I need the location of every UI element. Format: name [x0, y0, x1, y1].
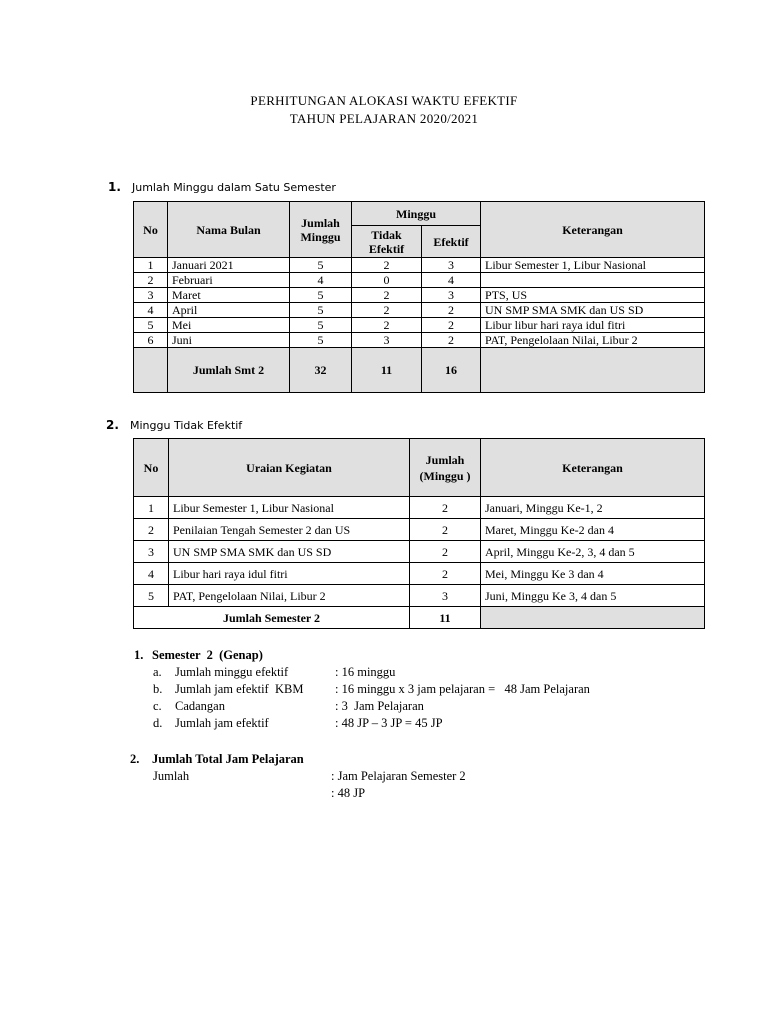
cell-efektif: 2 — [422, 333, 481, 348]
cell-bulan: Februari — [168, 273, 290, 288]
cell-keterangan: April, Minggu Ke-2, 3, 4 dan 5 — [481, 541, 705, 563]
item-value: : 3 Jam Pelajaran — [335, 699, 424, 713]
cell-uraian: Libur Semester 1, Libur Nasional — [169, 497, 410, 519]
section2-number: 2. — [106, 418, 119, 432]
cell-keterangan: Januari, Minggu Ke-1, 2 — [481, 497, 705, 519]
list-item — [153, 715, 443, 732]
cell-efektif: 4 — [422, 273, 481, 288]
cell-jumlah: 2 — [410, 563, 481, 585]
table-minggu-tidak-efektif — [133, 438, 705, 629]
table-row — [134, 333, 705, 348]
cell-tidak-efektif: 0 — [352, 273, 422, 288]
cell-no: 6 — [134, 333, 168, 348]
header-efektif: Efektif — [422, 226, 481, 258]
semester-number: 1. — [134, 648, 144, 662]
cell-keterangan: Maret, Minggu Ke-2 dan 4 — [481, 519, 705, 541]
item-label: Cadangan — [175, 699, 225, 713]
cell-no: 3 — [134, 541, 169, 563]
item-label: Jumlah jam efektif — [175, 716, 269, 730]
cell-jumlah: 3 — [410, 585, 481, 607]
table-row — [134, 497, 705, 519]
cell-jumlah: 2 — [410, 541, 481, 563]
cell-bulan: Mei — [168, 318, 290, 333]
cell-tidak-efektif: 3 — [352, 333, 422, 348]
item-letter: a. — [153, 665, 162, 679]
header-nama-bulan: Nama Bulan — [168, 202, 290, 258]
header-jumlah: Jumlah (Minggu ) — [410, 439, 481, 497]
total-jam-title: Jumlah Total Jam Pelajaran — [152, 752, 304, 766]
cell-jumlah: 4 — [290, 273, 352, 288]
section2-heading — [106, 418, 242, 432]
total-jumlah: 32 — [290, 348, 352, 393]
cell-keterangan — [481, 273, 705, 288]
section1-number: 1. — [108, 180, 121, 194]
cell-bulan: April — [168, 303, 290, 318]
header-minggu: Minggu — [352, 202, 481, 226]
item-value: : 48 JP – 3 JP = 45 JP — [335, 716, 443, 730]
header-no: No — [134, 439, 169, 497]
table-row — [134, 541, 705, 563]
cell-no: 2 — [134, 273, 168, 288]
cell-no: 5 — [134, 585, 169, 607]
cell-no: 4 — [134, 563, 169, 585]
cell-keterangan: PAT, Pengelolaan Nilai, Libur 2 — [481, 333, 705, 348]
table-row — [134, 563, 705, 585]
cell-empty — [481, 607, 705, 629]
header-jumlah-minggu: Jumlah Minggu — [290, 202, 352, 258]
total-jam-heading — [130, 751, 304, 768]
document-title: PERHITUNGAN ALOKASI WAKTU EFEKTIF — [250, 93, 518, 108]
cell-bulan: Januari 2021 — [168, 258, 290, 273]
cell-uraian: PAT, Pengelolaan Nilai, Libur 2 — [169, 585, 410, 607]
cell-uraian: Libur hari raya idul fitri — [169, 563, 410, 585]
cell-no: 4 — [134, 303, 168, 318]
cell-efektif: 2 — [422, 303, 481, 318]
table-total-row — [134, 607, 705, 629]
list-item — [153, 664, 395, 681]
cell-tidak-efektif: 2 — [352, 303, 422, 318]
cell-no: 3 — [134, 288, 168, 303]
item-label: Jumlah jam efektif KBM — [175, 682, 304, 696]
total-jam-row — [153, 768, 466, 785]
cell-empty — [134, 348, 168, 393]
header-keterangan: Keterangan — [481, 202, 705, 258]
table-row — [134, 318, 705, 333]
cell-jumlah: 5 — [290, 303, 352, 318]
cell-keterangan: UN SMP SMA SMK dan US SD — [481, 303, 705, 318]
total-jam-number: 2. — [130, 752, 140, 766]
cell-jumlah: 5 — [290, 258, 352, 273]
table-row — [134, 258, 705, 273]
cell-tidak-efektif: 2 — [352, 318, 422, 333]
total-jumlah: 11 — [410, 607, 481, 629]
item-value: : 16 minggu — [335, 665, 396, 679]
table-row — [134, 585, 705, 607]
header-keterangan: Keterangan — [481, 439, 705, 497]
total-label: Jumlah Semester 2 — [134, 607, 410, 629]
section2-title: Minggu Tidak Efektif — [130, 419, 243, 432]
cell-jumlah: 5 — [290, 288, 352, 303]
cell-keterangan: Mei, Minggu Ke 3 dan 4 — [481, 563, 705, 585]
cell-no: 2 — [134, 519, 169, 541]
cell-no: 1 — [134, 497, 169, 519]
cell-efektif: 2 — [422, 318, 481, 333]
item-letter: d. — [153, 716, 163, 730]
cell-tidak-efektif: 2 — [352, 288, 422, 303]
total-tidak-efektif: 11 — [352, 348, 422, 393]
table-row — [134, 303, 705, 318]
table-row — [134, 519, 705, 541]
cell-bulan: Juni — [168, 333, 290, 348]
cell-no: 1 — [134, 258, 168, 273]
cell-uraian: UN SMP SMA SMK dan US SD — [169, 541, 410, 563]
cell-keterangan: Libur Semester 1, Libur Nasional — [481, 258, 705, 273]
header-uraian: Uraian Kegiatan — [169, 439, 410, 497]
cell-keterangan: PTS, US — [481, 288, 705, 303]
total-jam-label: Jumlah — [153, 769, 190, 783]
cell-efektif: 3 — [422, 288, 481, 303]
total-efektif: 16 — [422, 348, 481, 393]
table-row — [134, 288, 705, 303]
total-label: Jumlah Smt 2 — [168, 348, 290, 393]
cell-jumlah: 2 — [410, 519, 481, 541]
header-no: No — [134, 202, 168, 258]
section1-heading — [108, 180, 336, 194]
total-jam-value1: : Jam Pelajaran Semester 2 — [331, 769, 466, 783]
section1-title: Jumlah Minggu dalam Satu Semester — [132, 181, 336, 194]
item-value: : 16 minggu x 3 jam pelajaran = 48 Jam Pelajaran — [335, 682, 590, 696]
cell-efektif: 3 — [422, 258, 481, 273]
list-item — [153, 698, 424, 715]
item-label: Jumlah minggu efektif — [175, 665, 289, 679]
cell-jumlah: 5 — [290, 318, 352, 333]
cell-uraian: Penilaian Tengah Semester 2 dan US — [169, 519, 410, 541]
cell-bulan: Maret — [168, 288, 290, 303]
item-letter: b. — [153, 682, 163, 696]
list-item — [153, 681, 590, 698]
item-letter: c. — [153, 699, 162, 713]
table-row — [134, 273, 705, 288]
table-minggu-semester — [133, 201, 705, 393]
table-total-row — [134, 348, 705, 393]
cell-keterangan: Libur libur hari raya idul fitri — [481, 318, 705, 333]
cell-no: 5 — [134, 318, 168, 333]
cell-tidak-efektif: 2 — [352, 258, 422, 273]
semester-heading — [134, 647, 263, 664]
cell-empty — [481, 348, 705, 393]
total-jam-value2: : 48 JP — [331, 786, 366, 800]
cell-jumlah: 5 — [290, 333, 352, 348]
document-subtitle: TAHUN PELAJARAN 2020/2021 — [289, 111, 479, 126]
semester-title: Semester 2 (Genap) — [152, 648, 263, 662]
cell-jumlah: 2 — [410, 497, 481, 519]
cell-keterangan: Juni, Minggu Ke 3, 4 dan 5 — [481, 585, 705, 607]
header-tidak-efektif: Tidak Efektif — [352, 226, 422, 258]
